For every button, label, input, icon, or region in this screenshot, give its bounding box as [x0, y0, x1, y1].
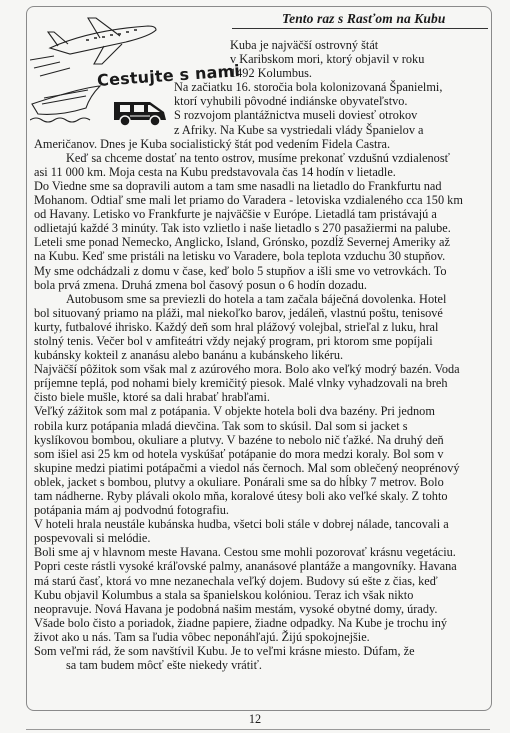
article-title: Tento raz s Rasťom na Kubu — [282, 11, 446, 26]
text-line: bola prvá zmena. Druhá zmena bol časový posun o 6 hodín dozadu. — [34, 277, 367, 292]
text-line: Popri ceste rástli vysoké kráľovské palmy, ananásové plantáže a mangovníky. Havana — [34, 559, 457, 574]
text-line: má starú časť, ktorá vo mne nezanechala veľký dojem. Budovy sú ešte z čias, keď — [34, 573, 438, 588]
text-line: Na začiatku 16. storočia bola kolonizovaná Španielmi, — [174, 80, 443, 95]
article-body — [34, 38, 486, 672]
text-line: Autobusom sme sa previezli do hotela a tam začala báječná dovolenka. Hotel — [66, 291, 447, 306]
text-line: z Afriky. Na Kube sa vystriedali vlády Španielov a — [174, 122, 424, 137]
text-line: som išiel asi 25 km od hotela vyskúšať potápanie do mora medzi koraly. Bol som v — [34, 446, 444, 461]
text-line: čisto biele mušle, ktoré sa dali hrabať hrabľami. — [34, 390, 270, 405]
text-line: stolný tenis. Večer bol v amfiteátri vždy nejaký program, pri ktorom sme popíjali — [34, 333, 433, 348]
text-line: odlietajú každé 3 minúty. Tak isto vzlietlo i naše lietadlo s 270 pasažiermi na palube. — [34, 221, 451, 236]
text-line: Američanov. Dnes je Kuba socialistický štát pod vedením Fidela Castra. — [34, 136, 391, 151]
text-line: Veľký zážitok som mal z potápania. V objekte hotela boli dva bazény. Pri jednom — [34, 404, 435, 419]
title-underline — [232, 28, 488, 29]
text-line: oblek, jacket s bombou, plutvy a okuliare. Ponárali sme sa do hĺbky 7 metrov. Bolo — [34, 474, 444, 489]
text-line: na Kubu. Keď sme pristáli na letisku vo Varadere, bola teplota vzduchu 30 stupňov. — [34, 249, 446, 264]
travel-logo: Cestujte s nami — [96, 61, 241, 90]
text-line: Najväčší pôžitok som však mal z azúrového mora. Bolo ako veľký modrý bazén. Voda — [34, 362, 460, 377]
text-line: Kuba je najväčší ostrovný štát — [230, 38, 379, 52]
text-line: pospevovali si melódie. — [34, 531, 151, 546]
text-line: skupine medzi piatimi potápačmi a viedol nás černoch. Mal som oblečený neoprénový — [34, 460, 460, 475]
text-line: sa tam budem môcť ešte niekedy vrátiť. — [66, 658, 262, 673]
text-line: Mohanom. Odtiaľ sme mali let priamo do Varadera - letoviska vzdialeného cca 150 km — [34, 193, 463, 208]
text-line: v Karibskom mori, ktorý objavil v roku — [230, 52, 425, 67]
text-line: My sme odchádzali z domu v čase, keď bolo 5 stupňov a išli sme vo vetrovkách. To — [34, 263, 447, 278]
text-line: kurty, futbalové ihrisko. Každý deň som hral plážový volejbal, strieľal z luku, hral — [34, 319, 439, 334]
text-line: bol situovaný priamo na pláži, mal niekoľko barov, jedáleň, vlastnú poštu, tenisové — [34, 305, 443, 320]
text-line: Keď sa chceme dostať na tento ostrov, musíme prekonať vzdušnú vzdialenosť — [66, 150, 450, 165]
text-line: Som veľmi rád, že som navštívil Kubu. Je to veľmi krásne miesto. Dúfam, že — [34, 644, 415, 659]
text-line: V hoteli hrala neustále kubánska hudba, všetci boli stále v dobrej nálade, tancovali a — [34, 517, 449, 532]
text-line: Leteli sme ponad Nemecko, Anglicko, Island, Grónsko, pozdĺž Severnej Ameriky až — [34, 235, 450, 250]
text-line: 1492 Kolumbus. — [230, 66, 312, 81]
text-line: neopravuje. Nová Havana je podobná našim mestám, vysoké obytné domy, úrady. — [34, 601, 438, 616]
text-line: Do Viedne sme sa dopravili autom a tam sme nasadli na lietadlo do Frankfurtu nad — [34, 178, 442, 193]
text-line: Všade bolo čisto a poriadok, žiadne papiere, žiadne odpadky. Na Kube je trochu iný — [34, 615, 448, 630]
text-line: príjemne teplá, pod nohami biely kremičitý piesok. Malé vlnky vyhadzovali na breh — [34, 376, 448, 391]
bottom-divider — [26, 729, 490, 730]
text-line: Boli sme aj v hlavnom meste Havana. Cestou sme mohli pozorovať krásnu vegetáciu. — [34, 545, 456, 560]
text-line: Kubu objavil Kolumbus a stala sa španielskou kolóniou. Teraz ich však nikto — [34, 587, 414, 602]
text-line: potápania mám aj podvodnú fotografiu. — [34, 503, 229, 518]
page-number: 12 — [248, 712, 262, 726]
text-line: život ako u nás. Tam sa ľudia vôbec neponáhľajú. Žijú spokojnejšie. — [34, 629, 370, 644]
text-line: asi 11 000 km. Moja cesta na Kubu predstavovala čas 14 hodín v lietadle. — [34, 164, 396, 179]
text-line: kubánsky kokteil z ananásu alebo banánu a kubánskeho likéru. — [34, 348, 344, 363]
text-line: tam nádherne. Ryby plávali okolo mňa, koralové útesy boli ako veľké skaly. Z tohto — [34, 489, 448, 503]
text-line: kyslíkovou bombou, okuliare a plutvy. V bazéne to nebolo nič ťažké. Na druhý deň — [34, 432, 444, 447]
text-line: S rozvojom plantážnictva museli doviesť otrokov — [174, 108, 418, 123]
text-line: od Havany. Letisko vo Frankfurte je najväčšie v Európe. Lietadlá tam pristávajú a — [34, 207, 437, 222]
text-line: ktorí vyhubili pôvodné indiánske obyvateľstvo. — [174, 94, 408, 109]
text-line: robila kurz potápania mladá dievčina. Tak som to skúsil. Dal som si jacket s — [34, 418, 408, 433]
